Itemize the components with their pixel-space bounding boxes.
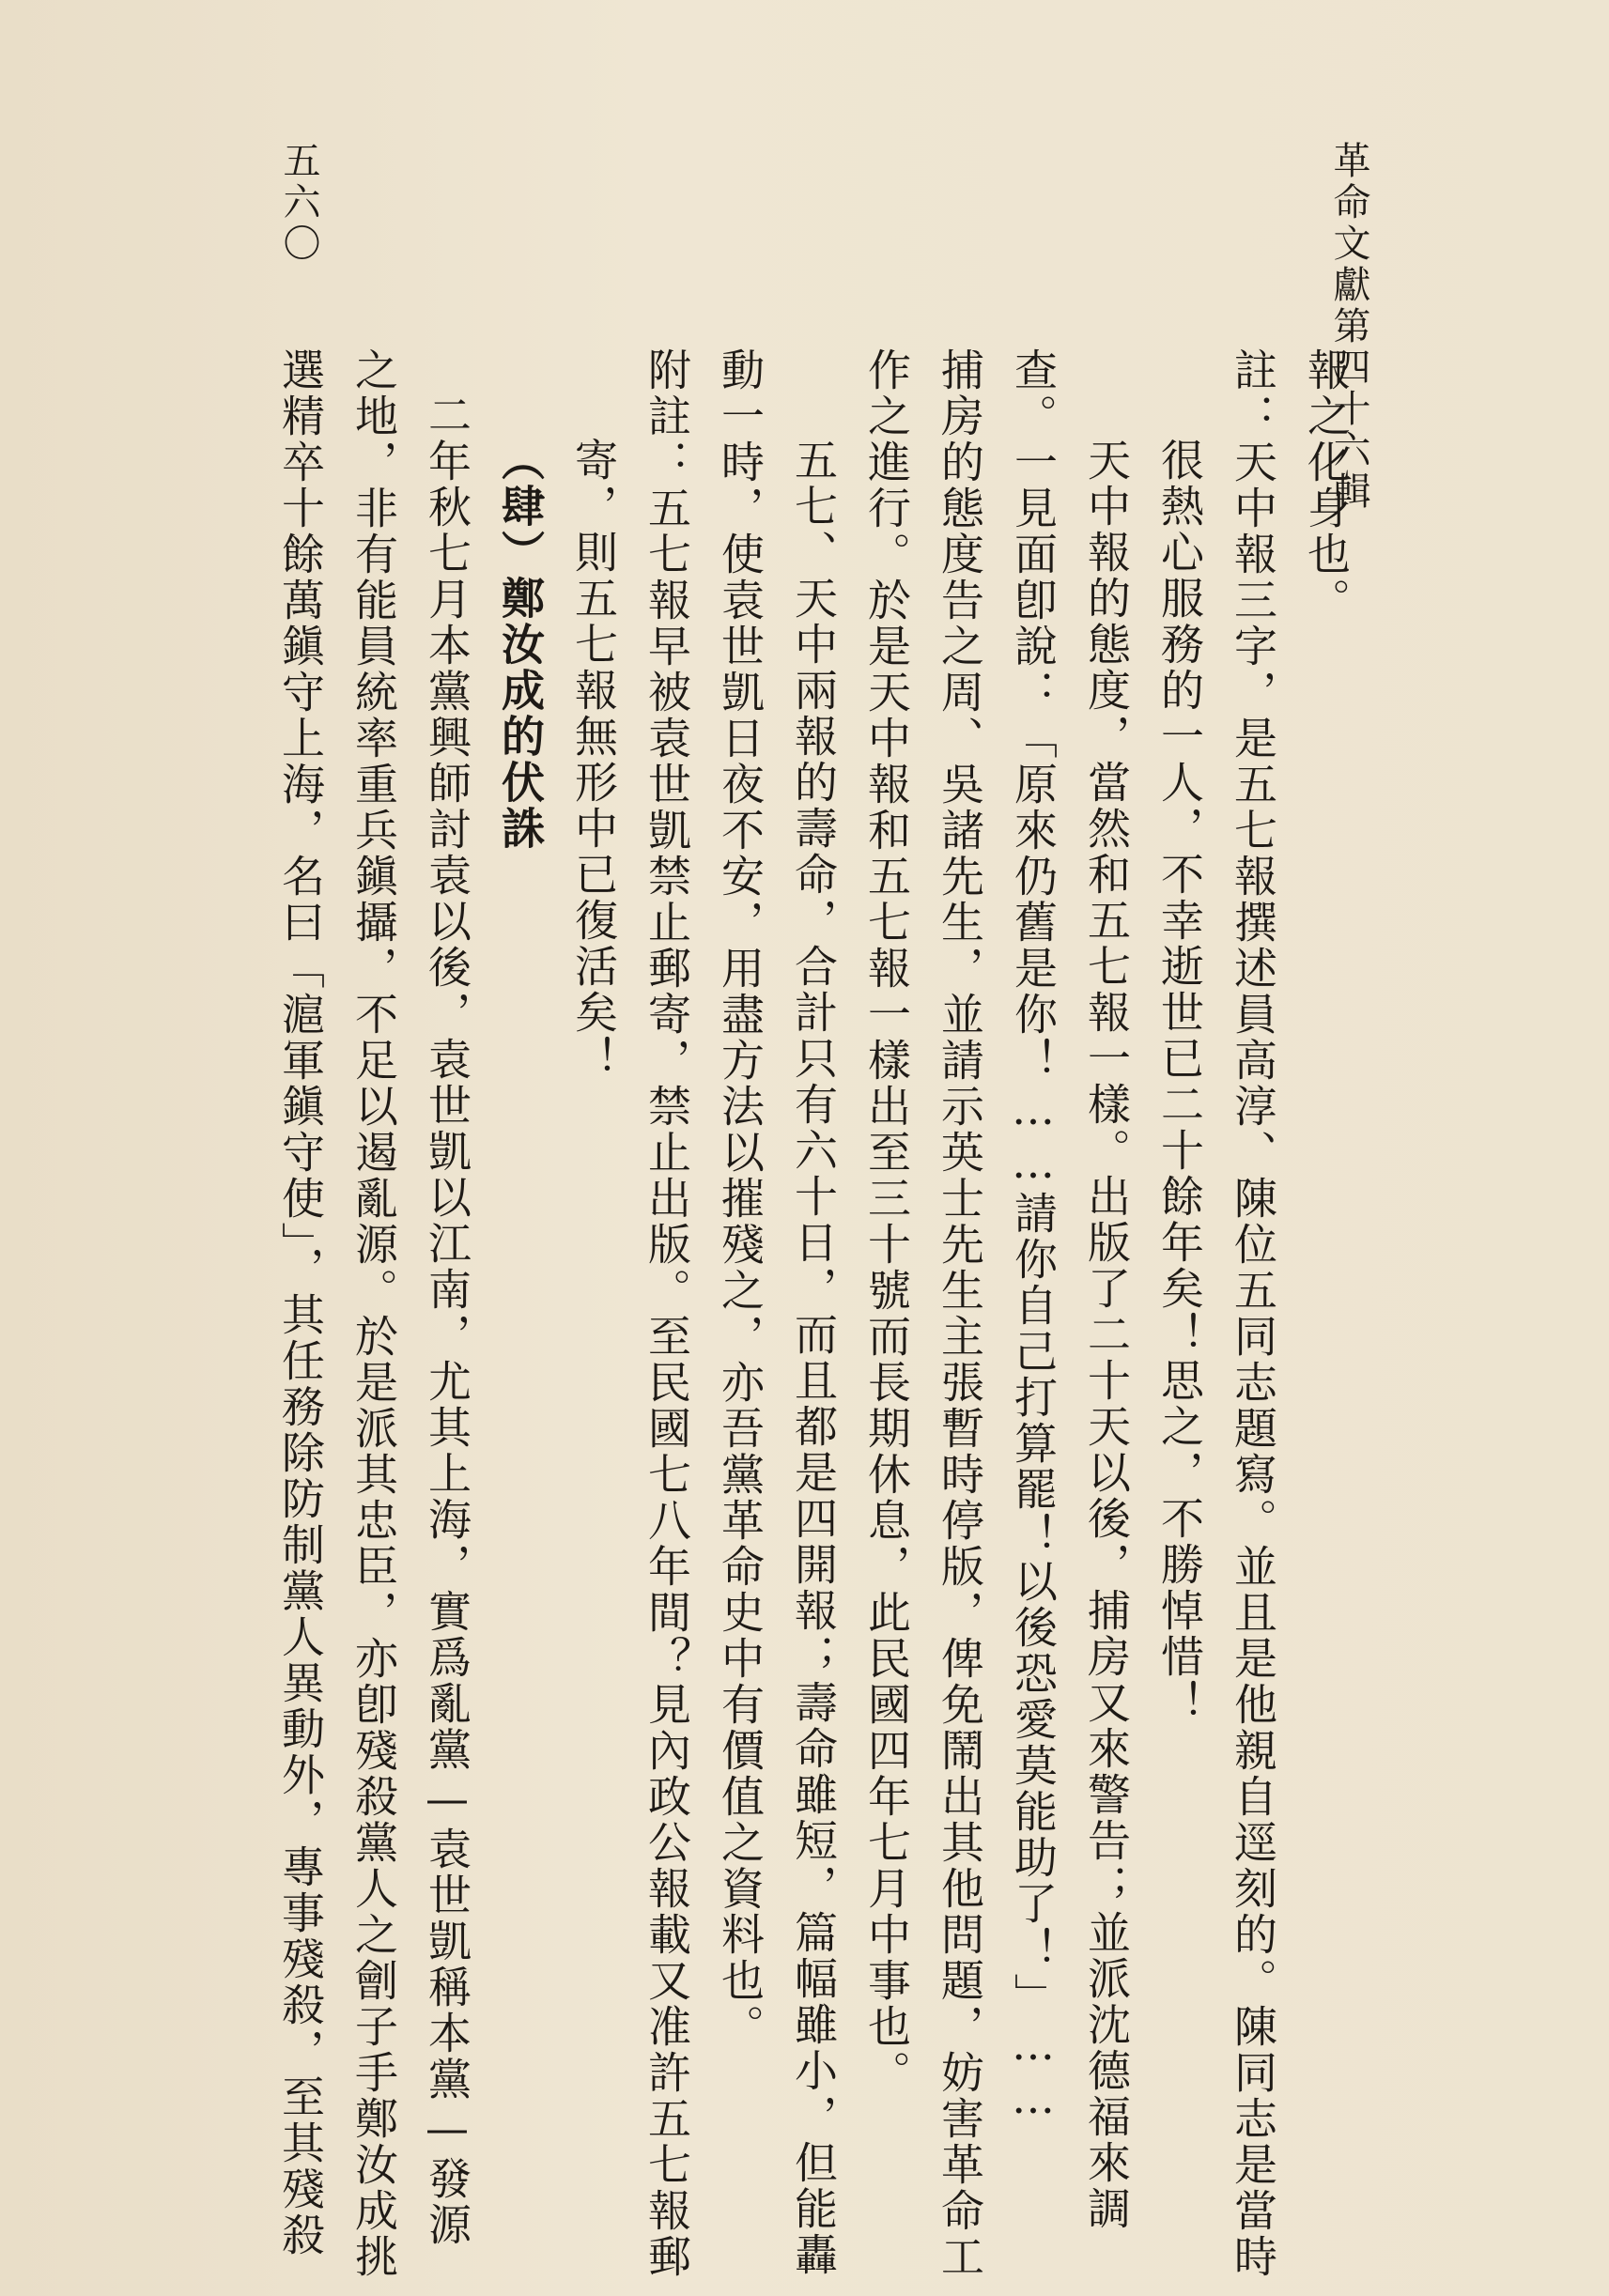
text-line: 之地，非有能員統率重兵鎭攝，不足以遏亂源。於是派其忠臣，亦卽殘殺黨人之劊子手鄭汝成挑	[348, 347, 399, 2280]
text-line: 動一時，使袁世凱日夜不安，用盡方法以摧殘之，亦吾黨革命史中有價值之資料也。	[715, 347, 766, 2050]
text-line: 註：天中報三字，是五七報撰述員高淳、陳位五同志題寫。並且是他親自逕刻的。陳同志是當時	[1228, 347, 1278, 2280]
section-heading: （肆）鄭汝成的伏誅	[495, 438, 546, 852]
text-line: 報之化身也。	[1301, 347, 1352, 624]
text-line: 二年秋七月本黨興師討袁以後，袁世凱以江南，尤其上海，實爲亂黨—袁世凱稱本黨—發源	[422, 393, 472, 2248]
book-title: 革命文獻第四十六輯	[1327, 141, 1370, 513]
text-line: 五七、天中兩報的壽命，合計只有六十日，而且都是四開報；壽命雖短，篇幅雖小，但能轟	[788, 438, 839, 2278]
body-text	[10, 347, 1363, 2280]
page-number: 五六〇	[277, 141, 320, 265]
text-line: 作之進行。於是天中報和五七報一樣出至三十號而長期休息，此民國四年七月中事也。	[861, 347, 912, 2096]
text-line: 附註：五七報早被袁世凱禁止郵寄，禁止出版。至民國七八年間？見內政公報載又准許五七報郵	[642, 347, 692, 2280]
text-line: 選精卒十餘萬鎭守上海，名曰「滬軍鎭守使」，其任務除防制黨人異動外，專事殘殺，至其殘殺	[275, 347, 326, 2258]
text-line: 捕房的態度告之周、吳諸先生，並請示英士先生主張暫時停版，俾免鬧出其他問題，妨害革命工	[935, 347, 985, 2280]
text-line: 寄，則五七報無形中已復活矣！	[568, 438, 619, 1082]
text-line: 查。一見面卽說：「原來仍舊是你！……請你自己打算罷！以後恐愛莫能助了！」……	[1008, 347, 1059, 2126]
text-line: 很熱心服務的一人，不幸逝世已二十餘年矣！思之，不勝悼惜！	[1154, 438, 1205, 1726]
text-line: 天中報的態度，當然和五七報一樣。出版了二十天以後，捕房又來警告；並派沈德福來調	[1081, 438, 1132, 2232]
